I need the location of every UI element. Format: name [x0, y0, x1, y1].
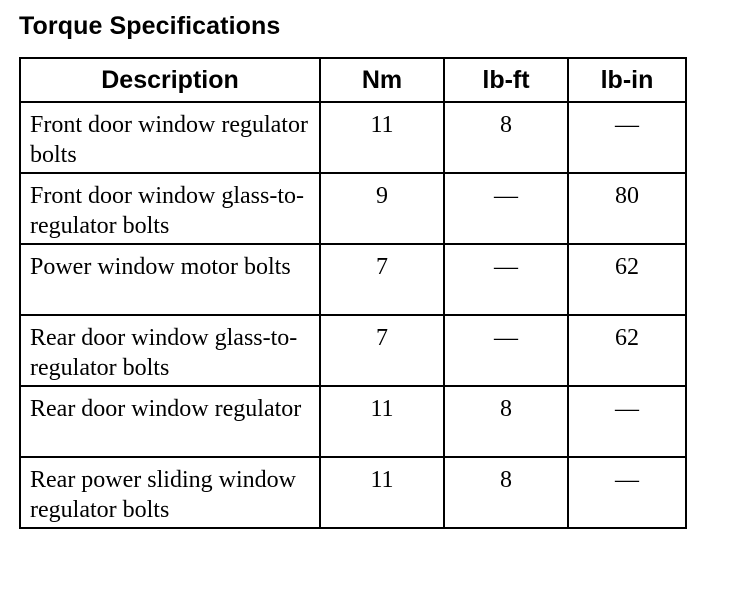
cell-lbft: 8	[444, 457, 568, 528]
table-row	[20, 457, 686, 528]
cell-description: Rear door window regulator	[20, 386, 320, 457]
cell-description: Power window motor bolts	[20, 244, 320, 315]
cell-nm: 9	[320, 173, 444, 244]
cell-description: Rear power sliding window regulator bolts	[20, 457, 320, 528]
page-title: Torque Specifications	[19, 12, 281, 40]
cell-lbft: 8	[444, 102, 568, 173]
cell-lbft: —	[444, 244, 568, 315]
table-row	[20, 102, 686, 173]
cell-lbin: 80	[568, 173, 686, 244]
cell-lbin: —	[568, 102, 686, 173]
cell-nm: 7	[320, 315, 444, 386]
header-lbin: lb-in	[568, 58, 686, 102]
cell-lbin: —	[568, 457, 686, 528]
cell-nm: 11	[320, 102, 444, 173]
cell-nm: 11	[320, 457, 444, 528]
cell-lbft: —	[444, 173, 568, 244]
cell-lbft: —	[444, 315, 568, 386]
cell-lbin: —	[568, 386, 686, 457]
header-lbft: lb-ft	[444, 58, 568, 102]
cell-lbin: 62	[568, 244, 686, 315]
cell-lbft: 8	[444, 386, 568, 457]
cell-description: Front door window glass-to-regulator bolts	[20, 173, 320, 244]
cell-description: Front door window regulator bolts	[20, 102, 320, 173]
cell-lbin: 62	[568, 315, 686, 386]
table-header-row	[20, 58, 686, 102]
cell-nm: 11	[320, 386, 444, 457]
table-row	[20, 315, 686, 386]
table-row	[20, 173, 686, 244]
cell-nm: 7	[320, 244, 444, 315]
header-nm: Nm	[320, 58, 444, 102]
table-row	[20, 244, 686, 315]
table-row	[20, 386, 686, 457]
torque-spec-table	[19, 57, 687, 529]
cell-description: Rear door window glass-to-regulator bolts	[20, 315, 320, 386]
header-description: Description	[20, 58, 320, 102]
